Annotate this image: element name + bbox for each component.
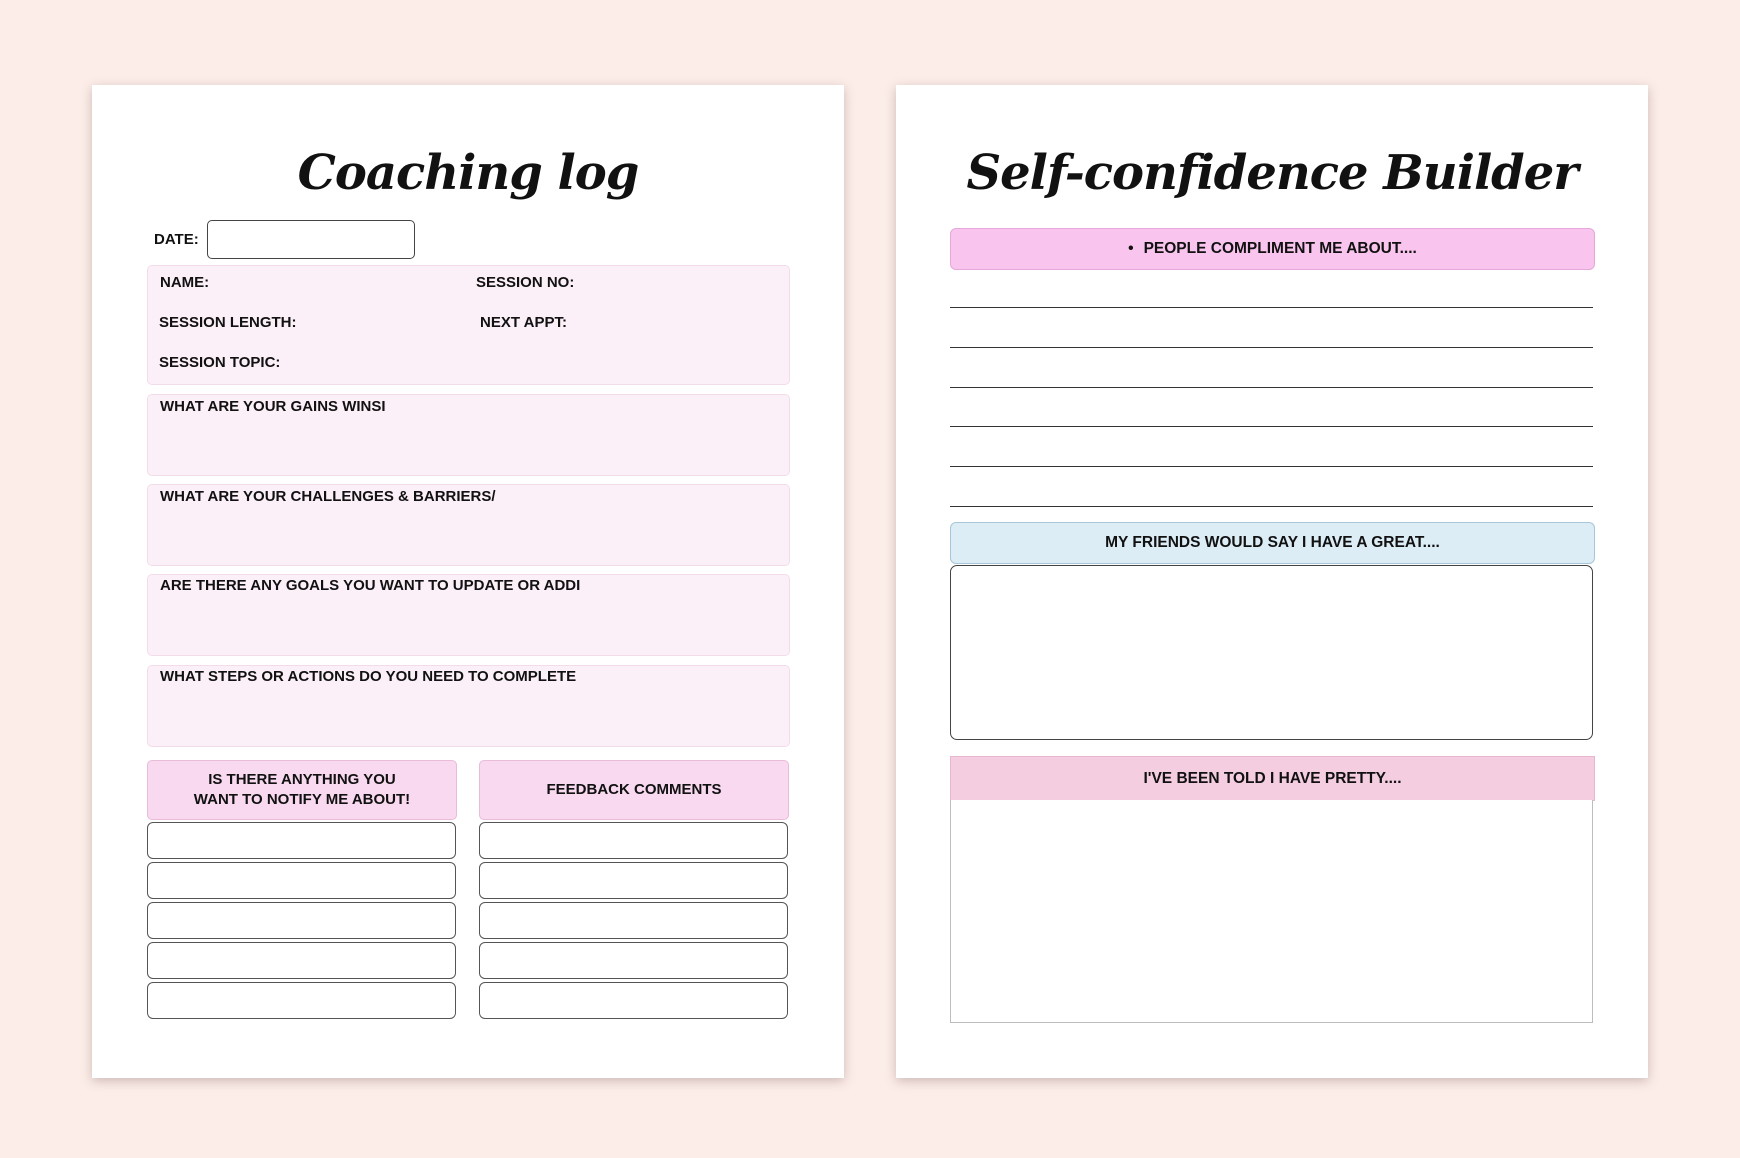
question-label: WHAT STEPS OR ACTIONS DO YOU NEED TO COMPLETE xyxy=(160,668,577,685)
friends-header: MY FRIENDS WOULD SAY I HAVE A GREAT.... xyxy=(1105,534,1440,551)
friends-answer-box[interactable] xyxy=(950,565,1593,740)
pretty-row[interactable] xyxy=(950,800,1593,838)
date-label: DATE: xyxy=(154,231,199,248)
pretty-row[interactable] xyxy=(950,948,1593,986)
challenges-panel[interactable] xyxy=(147,484,790,566)
feedback-header-label: FEEDBACK COMMENTS xyxy=(546,780,722,798)
coaching-log-title: Coaching log xyxy=(297,145,639,201)
feedback-row[interactable] xyxy=(479,942,788,979)
writing-line[interactable] xyxy=(950,387,1593,388)
steps-actions-panel[interactable] xyxy=(147,665,790,747)
session-length-label: SESSION LENGTH: xyxy=(159,314,297,331)
notify-row[interactable] xyxy=(147,902,456,939)
self-confidence-title: Self-confidence Builder xyxy=(966,145,1578,201)
writing-line[interactable] xyxy=(950,426,1593,427)
session-info-panel xyxy=(147,265,790,385)
compliment-header: PEOPLE COMPLIMENT ME ABOUT.... xyxy=(1143,240,1417,257)
pretty-row[interactable] xyxy=(950,837,1593,875)
compliment-banner xyxy=(950,228,1595,270)
writing-line[interactable] xyxy=(950,506,1593,507)
question-label: WHAT ARE YOUR CHALLENGES & BARRIERS/ xyxy=(160,488,496,505)
name-label: NAME: xyxy=(160,274,210,291)
feedback-header xyxy=(479,760,789,820)
question-label: ARE THERE ANY GOALS YOU WANT TO UPDATE OR ADDI xyxy=(160,577,581,594)
pretty-row[interactable] xyxy=(950,911,1593,949)
date-field[interactable] xyxy=(207,220,415,259)
coaching-log-page xyxy=(92,85,844,1078)
feedback-row[interactable] xyxy=(479,822,788,859)
pretty-banner xyxy=(950,756,1595,801)
goals-panel[interactable] xyxy=(147,574,790,656)
notify-header xyxy=(147,760,457,820)
pretty-row[interactable] xyxy=(950,985,1593,1023)
notify-row[interactable] xyxy=(147,982,456,1019)
writing-line[interactable] xyxy=(950,307,1593,308)
pretty-row[interactable] xyxy=(950,874,1593,912)
pretty-header: I'VE BEEN TOLD I HAVE PRETTY.... xyxy=(1143,769,1402,787)
notify-header-line: IS THERE ANYTHING YOU xyxy=(208,770,396,788)
writing-line[interactable] xyxy=(950,347,1593,348)
feedback-row[interactable] xyxy=(479,902,788,939)
question-label: WHAT ARE YOUR GAINS WINSI xyxy=(160,398,386,415)
feedback-row[interactable] xyxy=(479,982,788,1019)
feedback-row[interactable] xyxy=(479,862,788,899)
bullet: • xyxy=(1128,240,1134,257)
next-appt-label: NEXT APPT: xyxy=(480,314,567,331)
notify-row[interactable] xyxy=(147,942,456,979)
writing-line[interactable] xyxy=(950,466,1593,467)
session-topic-label: SESSION TOPIC: xyxy=(159,354,281,371)
notify-header-line: WANT TO NOTIFY ME ABOUT! xyxy=(193,791,411,808)
gains-wins-panel[interactable] xyxy=(147,394,790,476)
self-confidence-page xyxy=(896,85,1648,1078)
session-no-label: SESSION NO: xyxy=(476,274,575,291)
notify-row[interactable] xyxy=(147,822,456,859)
friends-banner xyxy=(950,522,1595,564)
notify-row[interactable] xyxy=(147,862,456,899)
